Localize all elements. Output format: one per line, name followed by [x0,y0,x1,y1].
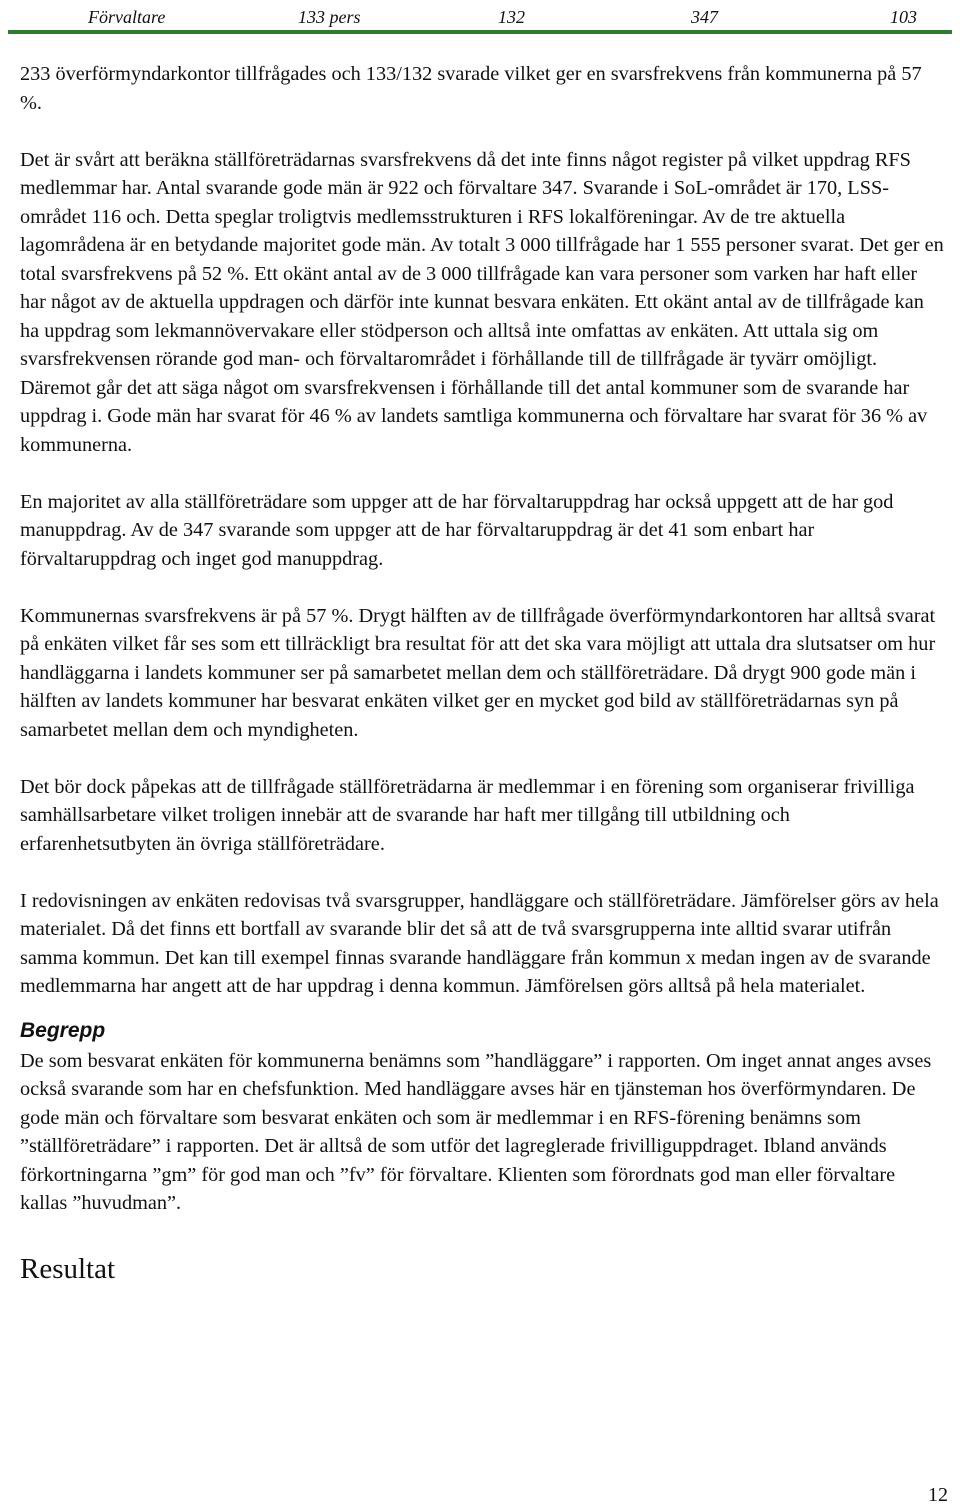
paragraph-majority-guardians: En majoritet av alla ställföreträdare som uppger att de har förvaltaruppdrag har också uppgett att de har god manuppdrag. Av de 347 svarande som uppger att de har förvaltaruppdrag är det 41 som enbart har förvaltaruppdrag och inget god manuppdrag. [20,490,894,570]
page-number: 12 [928,1484,948,1506]
table-cell-value-2: 347 [691,7,718,27]
paragraph-response-rate-municipalities: 233 överförmyndarkontor tillfrågades och 133/132 svarade vilket ger en svarsfrekvens från kommunerna på 57 %. [20,63,922,114]
paragraph-reporting-groups: I redovisningen av enkäten redovisas två svarsgrupper, handläggare och ställföreträdare. Jämförelser görs av hela materialet. Då det finns ett bortfall av svarande blir det så att de två svarsgrupperna inte alltid svarar utifrån samma kommun. Det kan till exempel finnas svarande handläggare från kommun x medan ingen av de svarande medlemmarna har angett att de har uppdrag i denna kommun. Jämförelsen görs alltså på hela materialet. [20,889,939,997]
paragraph-begrepp: De som besvarat enkäten för kommunerna benämns som ”handläggare” i rapporten. Om inget annat anges avses också svarande som har en chefsfunktion. Med handläggare avses här en tjänsteman hos överförmyndaren. De gode män och förvaltare som besvarat enkäten och som är medlemmar i en RFS-förening benämns som ”ställföreträdare” i rapporten. Det är alltså de som utför det lagreglerade frivilliguppdraget. Ibland används förkortningarna ”gm” för god man och ”fv” för förvaltare. Klienten som förordnats god man eller förvaltare kallas ”huvudman”. [20,1049,932,1214]
table-cell-category: Förvaltare [88,7,166,27]
document-body [20,60,945,1288]
paragraph-guardian-response-rate: Det är svårt att beräkna ställföreträdarnas svarsfrekvens då det inte finns något register på vilket uppdrag RFS medlemmar har. Antal svarande gode män är 922 och förvaltare 347. Svarande i SoL-området är 170, LSS- området 116 och. Detta speglar troligtvis medlemsstrukturen i RFS lokalföreningar. Av de tre aktuella lagområdena är en betydande majoritet gode män. Av totalt 3 000 tillfrågade har 1 555 personer svarat. Det ger en total svarsfrekvens på 52 %. Ett okänt antal av de 3 000 tillfrågade kan vara personer som varken har haft eller har något av de aktuella uppdragen och därför inte kunnat besvara enkäten. Ett okänt antal av de tillfrågade kan ha uppdrag som lekmannövervakare eller stödperson och alltså inte omfattas av enkäten. Att uttala sig om svarsfrekvensen rörande god man- och förvaltarområdet i förhållande till de tillfrågade är tyvärr omöjligt. Däremot går det att säga något om svarsfrekvensen i förhållande till det antal kommuner som de svarande har uppdrag i. Gode män har svarat för 46 % av landets samtliga kommunerna och förvaltare har svarat för 36 % av kommunerna. [20,148,944,456]
section-heading-resultat: Resultat [20,1252,116,1285]
paragraph-municipal-response: Kommunernas svarsfrekvens är på 57 %. Drygt hälften av de tillfrågade överförmyndarkontoren har alltså svarat på enkäten vilket får ses som ett tillräckligt bra resultat för att det ska vara möjligt att uttala dra slutsatser om hur handläggarna i landets kommuner ser på samarbetet mellan dem och ställföreträdare. Då drygt 900 gode män i hälften av landets kommuner har besvarat enkäten vilket ger en mycket god bild av ställföreträdarnas syn på samarbetet mellan dem och myndigheten. [20,604,936,741]
table-cell-value-3: 103 [890,7,917,27]
section-heading-begrepp: Begrepp [20,1018,106,1042]
table-cell-value-1: 132 [498,7,525,27]
table-cell-count: 133 pers [298,7,361,27]
paragraph-association-note: Det bör dock påpekas att de tillfrågade ställföreträdarna är medlemmar i en förening som organiserar frivilliga samhällsarbetare vilket troligen innebär att de svarande har haft mer tillgång till utbildning och erfarenhetsutbyten än övriga ställföreträdare. [20,775,915,855]
table-row-forvaltare [8,4,952,34]
